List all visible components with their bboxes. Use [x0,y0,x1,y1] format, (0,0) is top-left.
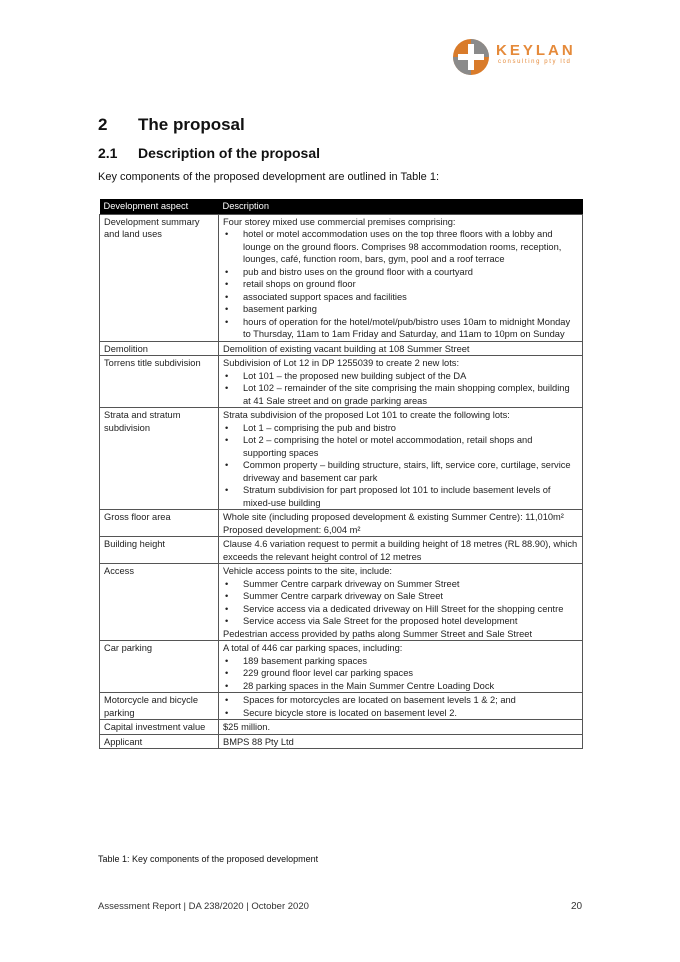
bullet-item: • hours of operation for the hotel/motel/pub/bistro uses 10am to midnight Monday to Thursday, 11am to 1am Friday and Saturday, and 11am to 10pm on Sunday [223,316,578,341]
bullet-item: • Lot 1 – comprising the pub and bistro [223,422,578,435]
logo-name: KEYLAN [496,42,576,59]
section-heading [98,115,245,135]
bullet-item: • Lot 101 – the proposed new building subject of the DA [223,370,578,383]
description-line: Strata subdivision of the proposed Lot 101 to create the following lots: [223,410,510,420]
table-row [100,641,583,693]
bullet-item: • Service access via a dedicated driveway on Hill Street for the shopping centre [223,603,578,616]
key-components-table [99,199,583,749]
bullet-item: • retail shops on ground floor [223,278,578,291]
table-row [100,408,583,510]
description-note: Pedestrian access provided by paths along Summer Street and Sale Street [223,628,533,639]
section-title: The proposal [138,115,245,134]
description-line: Four storey mixed use commercial premises comprising: [223,216,456,227]
aspect-cell: Development summary and land uses [100,214,219,341]
description-cell [219,408,583,510]
table-header-row [100,199,583,214]
table-row [100,214,583,341]
table-caption: Table 1: Key components of the proposed development [98,854,319,864]
bullet-item: • 28 parking spaces in the Main Summer Centre Loading Dock [223,680,578,693]
aspect-cell: Demolition [100,341,219,356]
aspect-cell: Torrens title subdivision [100,356,219,408]
table-row [100,720,583,735]
description-cell [219,734,583,749]
page-footer: Assessment Report | DA 238/2020 | October 2020 [98,901,309,912]
bullet-item: • Lot 102 – remainder of the site comprising the main shopping complex, building at 41 Sale street and on grade parking areas [223,382,578,407]
aspect-cell: Capital investment value [100,720,219,735]
aspect-cell: Strata and stratum subdivision [100,408,219,510]
table-row [100,356,583,408]
description-cell [219,564,583,641]
description-line: Subdivision of Lot 12 in DP 1255039 to create 2 new lots: [223,358,460,368]
keylan-logo [452,38,592,78]
intro-paragraph: Key components of the proposed development are outlined in Table 1: [98,171,440,183]
description-bullet-list [223,578,578,628]
aspect-cell: Gross floor area [100,510,219,537]
description-line: Proposed development: 6,004 m² [223,524,361,535]
description-cell [219,356,583,408]
table-row [100,537,583,564]
bullet-item: • Spaces for motorcycles are located on basement levels 1 & 2; and [223,694,578,707]
bullet-item: • Secure bicycle store is located on basement level 2. [223,707,578,720]
description-cell [219,341,583,356]
subsection-heading [98,145,320,161]
table-row [100,341,583,356]
bullet-item: • basement parking [223,303,578,316]
description-line: Clause 4.6 variation request to permit a building height of 18 metres (RL 88.90), which exceeds the relevant height control of 12 metres [223,539,578,562]
description-bullet-list [223,655,578,693]
bullet-item: • Summer Centre carpark driveway on Sale Street [223,590,578,603]
logo-tagline: consulting pty ltd [498,59,572,65]
subsection-number: 2.1 [98,145,118,161]
subsection-title: Description of the proposal [138,145,321,161]
description-line: $25 million. [223,722,271,732]
description-cell [219,510,583,537]
description-bullet-list [223,694,578,719]
bullet-item: • Lot 2 – comprising the hotel or motel accommodation, retail shops and supporting spaces [223,434,578,459]
table-row [100,564,583,641]
description-cell [219,214,583,341]
bullet-item: • 189 basement parking spaces [223,655,578,668]
logo-mark-icon [452,38,490,76]
description-cell [219,537,583,564]
section-number: 2 [98,115,108,134]
aspect-cell: Car parking [100,641,219,693]
description-cell [219,693,583,720]
header-development-aspect: Development aspect [100,199,219,214]
description-bullet-list [223,422,578,510]
aspect-cell: Applicant [100,734,219,749]
description-cell [219,641,583,693]
description-line: Vehicle access points to the site, include: [223,566,392,576]
description-line: Demolition of existing vacant building at 108 Summer Street [223,343,470,354]
table-row [100,510,583,537]
bullet-item: • Summer Centre carpark driveway on Summer Street [223,578,578,591]
header-description: Description [219,199,583,214]
aspect-cell: Motorcycle and bicycle parking [100,693,219,720]
bullet-item: • Common property – building structure, stairs, lift, service core, curtilage, service driveway and basement car park [223,459,578,484]
page-number: 20 [571,901,583,912]
bullet-item: • 229 ground floor level car parking spaces [223,667,578,680]
aspect-cell: Access [100,564,219,641]
table-body [100,214,583,749]
bullet-item: • pub and bistro uses on the ground floor with a courtyard [223,266,578,279]
table-row [100,693,583,720]
bullet-item: • associated support spaces and facilities [223,291,578,304]
bullet-item: • Stratum subdivision for part proposed lot 101 to include basement levels of mixed-use building [223,484,578,509]
description-line: Whole site (including proposed development & existing Summer Centre): 11,010m² [223,512,564,522]
description-line: BMPS 88 Pty Ltd [223,736,294,747]
description-bullet-list [223,370,578,408]
bullet-item: • hotel or motel accommodation uses on the top three floors with a lobby and lounge on the ground floors. Comprises 98 accommodation rooms, reception, lounges, café, function room, bars, gym, pool and a roof terrace [223,228,578,266]
bullet-item: • Service access via Sale Street for the proposed hotel development [223,615,578,628]
description-cell [219,720,583,735]
aspect-cell: Building height [100,537,219,564]
table-row [100,734,583,749]
description-bullet-list [223,228,578,341]
description-line: A total of 446 car parking spaces, including: [223,643,403,653]
